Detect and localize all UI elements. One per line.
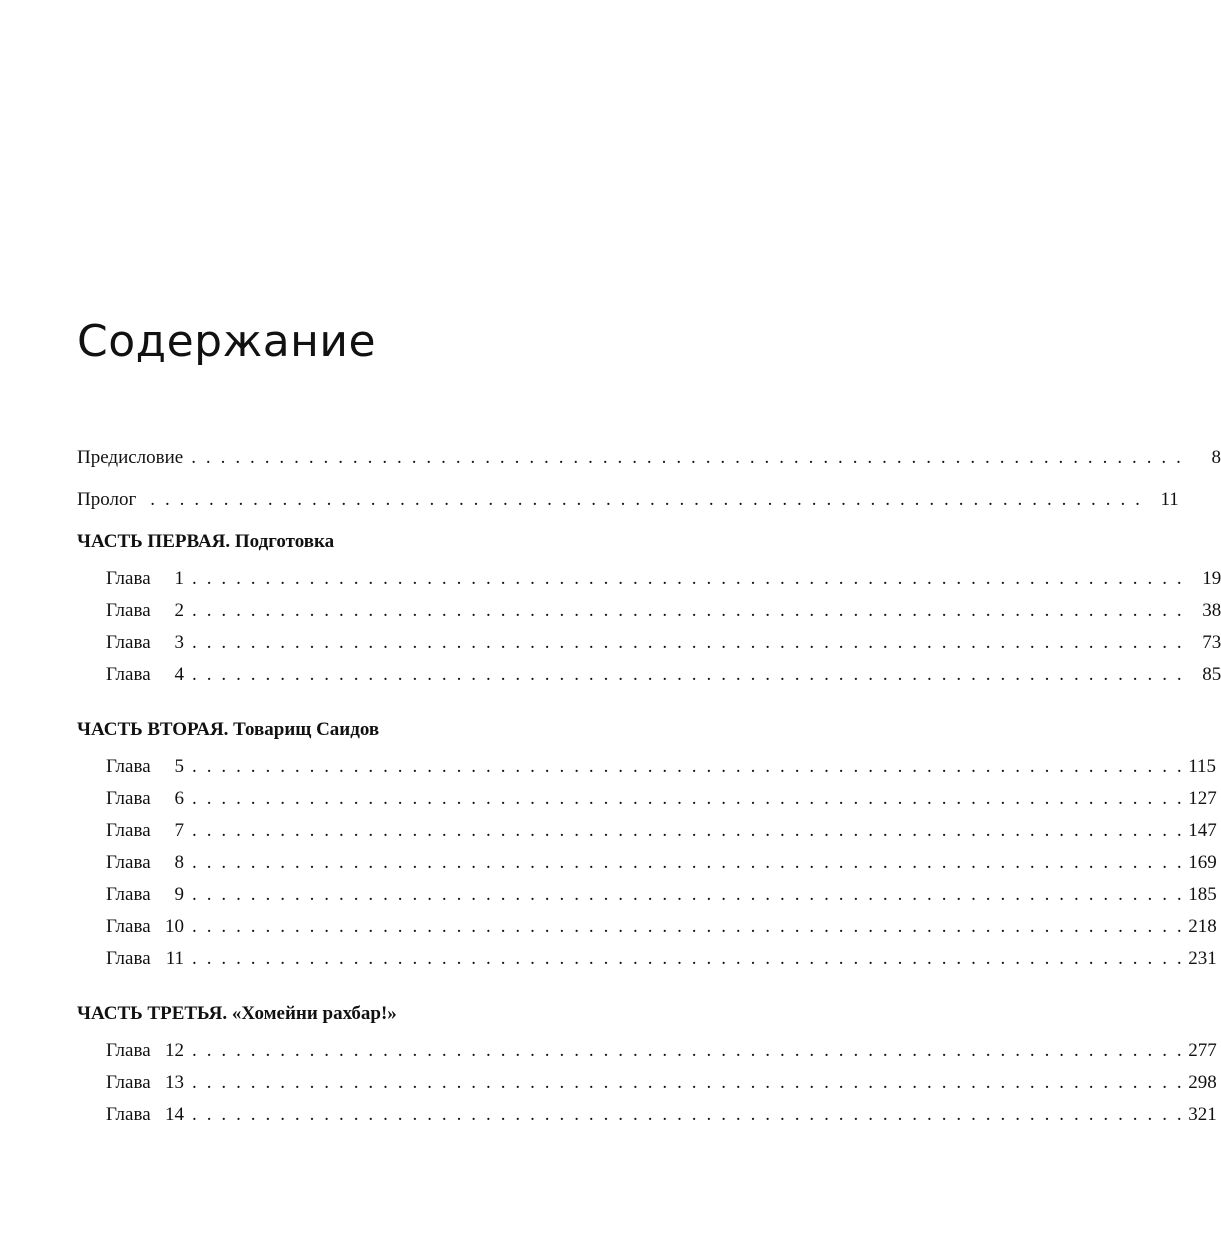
chapter-word: Глава bbox=[106, 884, 151, 905]
part-heading-3: ЧАСТЬ ТРЕТЬЯ. «Хомейни рахбар!» bbox=[77, 1003, 397, 1024]
toc-entry-chapter-3[interactable] bbox=[106, 631, 1221, 655]
toc-leader-dots: . . . . . . . . . . . . . . . . . . . . . . . . . . . . . . . . . . . . . . . . . . . . . . . . . . . . . . . . . . . . . . . . . . . . bbox=[192, 852, 1185, 873]
toc-entry-chapter-1[interactable] bbox=[106, 567, 1221, 591]
toc-page-number: 38 bbox=[1202, 600, 1221, 621]
chapter-number: 14 bbox=[165, 1104, 184, 1125]
chapter-number: 4 bbox=[174, 664, 184, 685]
toc-page-number: 321 bbox=[1188, 1104, 1217, 1125]
chapter-word: Глава bbox=[106, 756, 151, 777]
chapter-number: 3 bbox=[174, 632, 184, 653]
toc-entry-label bbox=[106, 599, 192, 623]
chapter-number: 10 bbox=[165, 916, 184, 937]
toc-leader-dots: . . . . . . . . . . . . . . . . . . . . . . . . . . . . . . . . . . . . . . . . . . . . . . . . . . . . . . . . . . . . . . . . . . . . bbox=[192, 568, 1185, 589]
chapter-word: Глава bbox=[106, 1040, 151, 1061]
toc-page-number: 277 bbox=[1188, 1040, 1217, 1061]
part-heading-2: ЧАСТЬ ВТОРАЯ. Товарищ Саидов bbox=[77, 719, 380, 740]
chapter-word: Глава bbox=[106, 632, 151, 653]
chapter-word: Глава bbox=[106, 664, 151, 685]
toc-leader-dots: . . . . . . . . . . . . . . . . . . . . . . . . . . . . . . . . . . . . . . . . . . . . . . . . . . . . . . . . . . . . . . . . . . . . bbox=[192, 600, 1185, 621]
toc-leader-dots: . . . . . . . . . . . . . . . . . . . . . . . . . . . . . . . . . . . . . . . . . . . . . . . . . . . . . . . . . . . . . . . . . . . . bbox=[192, 884, 1185, 905]
toc-page-number: 169 bbox=[1188, 852, 1217, 873]
toc-page-number: 115 bbox=[1188, 756, 1217, 777]
chapter-word: Глава bbox=[106, 820, 151, 841]
toc-leader-dots: . . . . . . . . . . . . . . . . . . . . . . . . . . . . . . . . . . . . . . . . . . . . . . . . . . . . . . . . . . . . . . . . . . . . bbox=[150, 489, 1143, 510]
chapter-number: 9 bbox=[174, 884, 184, 905]
toc-page-number: 19 bbox=[1202, 568, 1221, 589]
toc-leader-dots: . . . . . . . . . . . . . . . . . . . . . . . . . . . . . . . . . . . . . . . . . . . . . . . . . . . . . . . . . . . . . . . . . . . . bbox=[191, 447, 1184, 468]
toc-leader-dots: . . . . . . . . . . . . . . . . . . . . . . . . . . . . . . . . . . . . . . . . . . . . . . . . . . . . . . . . . . . . . . . . . . . . bbox=[192, 632, 1185, 653]
chapter-number: 1 bbox=[174, 568, 184, 589]
toc-entry-chapter-7[interactable] bbox=[106, 819, 1217, 843]
chapter-number: 5 bbox=[174, 756, 184, 777]
chapter-number: 2 bbox=[174, 600, 184, 621]
toc-entry-label bbox=[106, 567, 192, 591]
toc-page-number: 85 bbox=[1202, 664, 1221, 685]
toc-entry-chapter-8[interactable] bbox=[106, 851, 1217, 875]
page-title: Содержание bbox=[77, 316, 377, 367]
chapter-number: 13 bbox=[165, 1072, 184, 1093]
toc-entry-chapter-12[interactable] bbox=[106, 1039, 1217, 1063]
chapter-word: Глава bbox=[106, 600, 151, 621]
toc-entry-chapter-11[interactable] bbox=[106, 947, 1217, 971]
toc-entry-preface[interactable] bbox=[77, 446, 1221, 470]
toc-page-number: 147 bbox=[1188, 820, 1217, 841]
toc-page-number: 298 bbox=[1188, 1072, 1217, 1093]
toc-leader-dots: . . . . . . . . . . . . . . . . . . . . . . . . . . . . . . . . . . . . . . . . . . . . . . . . . . . . . . . . . . . . . . . . . . . . bbox=[192, 916, 1185, 937]
toc-leader-dots: . . . . . . . . . . . . . . . . . . . . . . . . . . . . . . . . . . . . . . . . . . . . . . . . . . . . . . . . . . . . . . . . . . . . bbox=[192, 820, 1185, 841]
chapter-word: Глава bbox=[106, 948, 151, 969]
toc-entry-chapter-9[interactable] bbox=[106, 883, 1217, 907]
toc-entry-label bbox=[106, 915, 192, 939]
toc-entry-chapter-2[interactable] bbox=[106, 599, 1221, 623]
toc-leader-dots: . . . . . . . . . . . . . . . . . . . . . . . . . . . . . . . . . . . . . . . . . . . . . . . . . . . . . . . . . . . . . . . . . . . . bbox=[192, 664, 1185, 685]
toc-entry-chapter-6[interactable] bbox=[106, 787, 1217, 811]
toc-entry-label bbox=[106, 851, 192, 875]
toc-entry-label bbox=[106, 663, 192, 687]
chapter-number: 7 bbox=[174, 820, 184, 841]
toc-entry-label bbox=[106, 1039, 192, 1063]
toc-page-number: 127 bbox=[1188, 788, 1217, 809]
toc-entry-chapter-5[interactable] bbox=[106, 755, 1217, 779]
toc-entry-chapter-10[interactable] bbox=[106, 915, 1217, 939]
toc-entry-label bbox=[106, 755, 192, 779]
chapter-number: 12 bbox=[165, 1040, 184, 1061]
toc-entry-chapter-14[interactable] bbox=[106, 1103, 1217, 1127]
chapter-word: Глава bbox=[106, 916, 151, 937]
toc-entry-label bbox=[106, 819, 192, 843]
chapter-number: 11 bbox=[165, 948, 184, 969]
toc-entry-prologue[interactable] bbox=[77, 488, 1179, 512]
toc-entry-label bbox=[106, 947, 192, 971]
chapter-word: Глава bbox=[106, 1104, 151, 1125]
toc-entry-label bbox=[106, 883, 192, 907]
toc-leader-dots: . . . . . . . . . . . . . . . . . . . . . . . . . . . . . . . . . . . . . . . . . . . . . . . . . . . . . . . . . . . . . . . . . . . . bbox=[192, 788, 1185, 809]
chapter-word: Глава bbox=[106, 852, 151, 873]
chapter-number: 8 bbox=[174, 852, 184, 873]
toc-leader-dots: . . . . . . . . . . . . . . . . . . . . . . . . . . . . . . . . . . . . . . . . . . . . . . . . . . . . . . . . . . . . . . . . . . . . bbox=[192, 948, 1185, 969]
chapter-word: Глава bbox=[106, 568, 151, 589]
toc-page-number: 231 bbox=[1188, 948, 1217, 969]
toc-entry-chapter-4[interactable] bbox=[106, 663, 1221, 687]
chapter-word: Глава bbox=[106, 788, 151, 809]
toc-page-number: 8 bbox=[1211, 447, 1221, 468]
toc-leader-dots: . . . . . . . . . . . . . . . . . . . . . . . . . . . . . . . . . . . . . . . . . . . . . . . . . . . . . . . . . . . . . . . . . . . . bbox=[192, 1040, 1185, 1061]
toc-entry-label bbox=[106, 1103, 192, 1127]
toc-leader-dots: . . . . . . . . . . . . . . . . . . . . . . . . . . . . . . . . . . . . . . . . . . . . . . . . . . . . . . . . . . . . . . . . . . . . bbox=[192, 1104, 1185, 1125]
chapter-number: 6 bbox=[174, 788, 184, 809]
toc-leader-dots: . . . . . . . . . . . . . . . . . . . . . . . . . . . . . . . . . . . . . . . . . . . . . . . . . . . . . . . . . . . . . . . . . . . . bbox=[192, 1072, 1185, 1093]
chapter-word: Глава bbox=[106, 1072, 151, 1093]
toc-page-number: 11 bbox=[1160, 489, 1179, 510]
part-heading-1: ЧАСТЬ ПЕРВАЯ. Подготовка bbox=[77, 531, 335, 552]
toc-entry-chapter-13[interactable] bbox=[106, 1071, 1217, 1095]
toc-entry-label bbox=[106, 1071, 192, 1095]
toc-page-number: 73 bbox=[1202, 632, 1221, 653]
toc-page-number: 218 bbox=[1188, 916, 1217, 937]
toc-entry-label: Пролог bbox=[77, 489, 137, 510]
toc-page-number: 185 bbox=[1188, 884, 1217, 905]
toc-leader-dots: . . . . . . . . . . . . . . . . . . . . . . . . . . . . . . . . . . . . . . . . . . . . . . . . . . . . . . . . . . . . . . . . . . . . bbox=[192, 756, 1185, 777]
toc-entry-label: Предисловие bbox=[77, 447, 184, 468]
toc-entry-label bbox=[106, 787, 192, 811]
toc-entry-label bbox=[106, 631, 192, 655]
